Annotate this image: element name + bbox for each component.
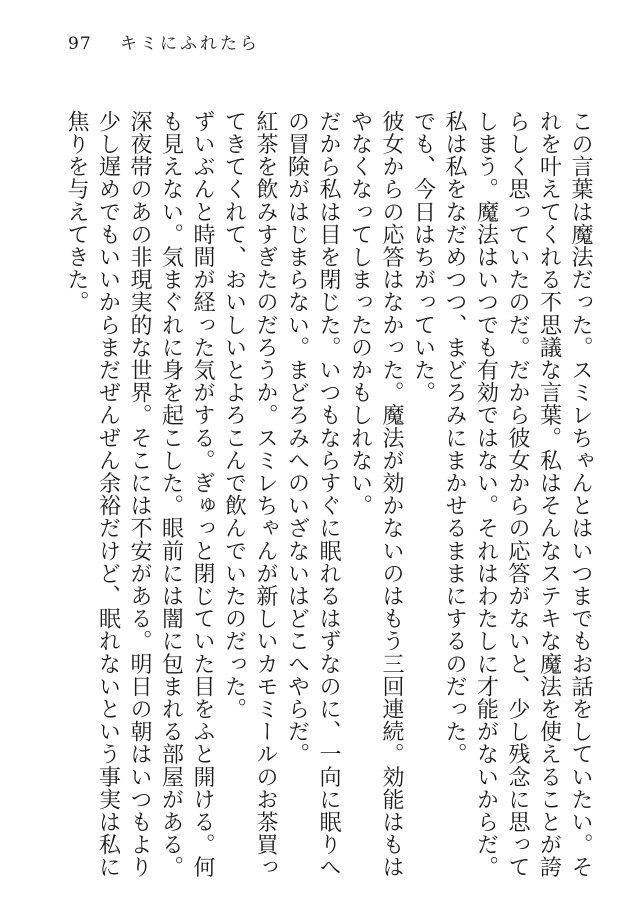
paragraph: だから私は目を閉じた。いつもならすぐに眠れるはずなのに、一向に眠りへの冒険がはじまらない。まどろみへのいざないはどこへやらだ。 — [284, 110, 341, 879]
running-title: キミにふれたら — [120, 34, 261, 54]
paragraph: 紅茶を飲みすぎたのだろうか。スミレちゃんが新しいカモミールのお茶買ってきてくれて、おいしいとよろこんで飲んでいたのだった。 — [221, 110, 278, 879]
page-header — [68, 34, 260, 54]
paragraph: ずいぶんと時間が経った気がする。ぎゅっと閉じていた目をふと開ける。何も見えない。気まぐれに身を起こした。眼前には闇に包まれる部屋がある。 — [158, 110, 215, 879]
page-number: 97 — [68, 34, 92, 54]
paragraph: 深夜帯のあの非現実的な世界。そこには不安がある。明日の朝はいつもより少し遅めでもいいからまだぜんぜん余裕だけど、眠れないという事実は私に焦りを与えてきた。 — [64, 110, 152, 879]
paragraph: でも、今日はちがっていた。 — [410, 110, 436, 404]
body-text — [36, 110, 596, 880]
paragraph: 彼女からの応答はなかった。魔法が効かないのはもう三回連続。効能はもはやなくなってしまったのかもしれない。 — [347, 110, 404, 879]
paragraph: この言葉は魔法だった。スミレちゃんとはいつまでもお話をしていたい。それを叶えてくれる不思議な言葉。私はそんなステキな魔法を使えることが誇らしく思っていたのだ。だから彼女からの応答がないと、少し残念に思ってしまう。魔法はいつでも有効ではない。それはわたしに才能がないからだ。私は私をなだめつつ、まどろみにまかせるままにするのだった。 — [442, 110, 593, 879]
